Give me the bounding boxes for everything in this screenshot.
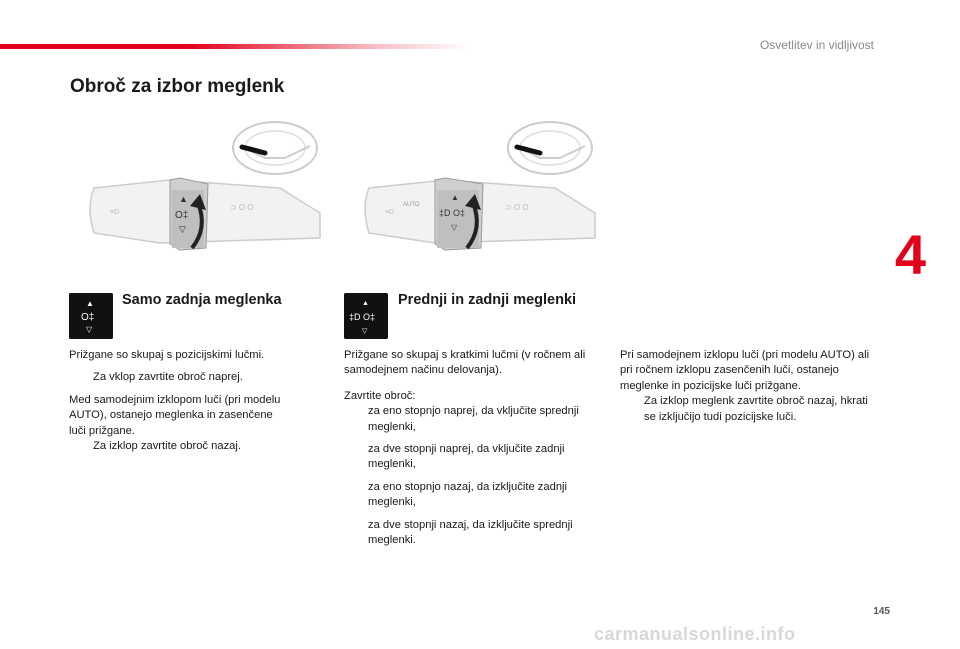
page-title: Obroč za izbor meglenk bbox=[70, 76, 285, 97]
svg-text:▲: ▲ bbox=[362, 300, 369, 307]
svg-text:▽: ▽ bbox=[362, 328, 368, 335]
front-rear-fog-icon bbox=[344, 293, 388, 339]
svg-text:⊃ O O: ⊃ O O bbox=[505, 203, 529, 212]
arrow-up-icon: ▲ bbox=[179, 194, 188, 204]
arrow-up-icon: ▲ bbox=[451, 193, 459, 202]
column-note bbox=[620, 348, 882, 432]
stalk-illustration-rear bbox=[80, 118, 325, 258]
rear-fog-icon bbox=[69, 293, 113, 339]
svg-text:O‡: O‡ bbox=[81, 312, 95, 323]
arrow-down-icon: ▽ bbox=[179, 224, 186, 234]
arrow-down-icon: ▽ bbox=[451, 223, 458, 232]
list-item: za eno stopnjo nazaj, da izključite zadnji meglenki, bbox=[368, 480, 568, 509]
list-item: Za vklop zavrtite obroč naprej. bbox=[93, 371, 243, 384]
front-fog-icon: ‡D O‡ bbox=[439, 208, 466, 218]
list-item: Za izklop zavrtite obroč nazaj. bbox=[93, 440, 241, 453]
heading-rear-only: Samo zadnja meglenka bbox=[122, 292, 282, 308]
svg-text:≡D: ≡D bbox=[110, 209, 120, 216]
front-intro: Prižgane so skupaj s kratkimi lučmi (v ročnem ali samodejnem načinu delovanja). bbox=[344, 349, 586, 377]
svg-text:▽: ▽ bbox=[86, 325, 93, 334]
stalk-illustration-front-rear bbox=[355, 118, 600, 258]
turn-intro: Zavrtite obroč: bbox=[344, 389, 416, 402]
heading-front-rear: Prednji in zadnji meglenki bbox=[398, 292, 577, 308]
svg-text:≡D: ≡D bbox=[385, 209, 395, 216]
column-rear-only bbox=[69, 348, 289, 461]
footer-watermark: carmanualsonline.info bbox=[594, 624, 796, 644]
page-number: 145 bbox=[873, 606, 890, 617]
svg-text:▲: ▲ bbox=[86, 299, 94, 308]
chapter-number: 4 bbox=[894, 223, 926, 286]
list-item: Za izklop meglenk zavrtite obroč nazaj, hkrati se izključijo tudi pozicijske luči. bbox=[644, 395, 868, 423]
list-item: za eno stopnjo naprej, da vključite sprednji meglenki, bbox=[368, 405, 579, 433]
auto-label: AUTO bbox=[403, 202, 420, 208]
list-item: za dve stopnji naprej, da vključite zadnji meglenki, bbox=[368, 443, 565, 471]
svg-text:⊃ O O: ⊃ O O bbox=[230, 203, 254, 212]
column-front-rear bbox=[344, 348, 594, 555]
auto-note: Pri samodejnem izklopu luči (pri modelu AUTO) ali pri ročnem izklopu zasenčenih luči, ostanejo meglenke in pozicijske luči prižgane. bbox=[620, 349, 870, 392]
rear-intro: Prižgane so skupaj s pozicijskimi lučmi. bbox=[69, 349, 265, 361]
header-accent-bar bbox=[0, 44, 470, 49]
list-item: za dve stopnji nazaj, da izključite sprednji meglenki. bbox=[368, 518, 573, 547]
svg-text:‡D O‡: ‡D O‡ bbox=[349, 312, 376, 322]
rear-note: Med samodejnim izklopom luči (pri modelu AUTO), ostanejo meglenka in zasenčene luči prižgane. bbox=[69, 393, 281, 437]
rear-fog-icon: O‡ bbox=[175, 210, 189, 221]
section-name: Osvetlitev in vidljivost bbox=[759, 38, 874, 52]
